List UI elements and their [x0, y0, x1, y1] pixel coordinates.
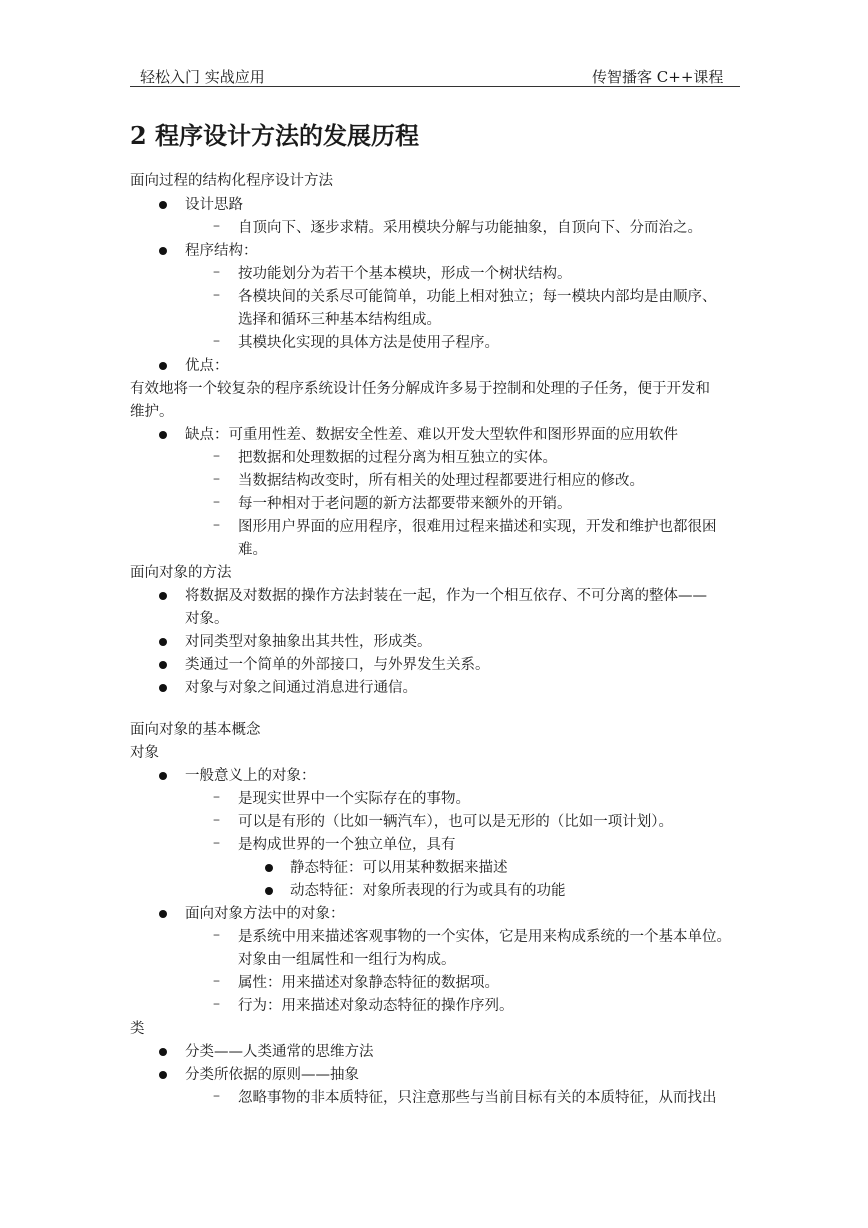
continuation-line: 对象。 — [185, 611, 229, 627]
list-item-text: 当数据结构改变时，所有相关的处理过程都要进行相应的修改。 — [238, 473, 644, 489]
list-item-text: 类通过一个简单的外部接口，与外界发生关系。 — [185, 657, 490, 673]
header-left: 轻松入门 实战应用 — [140, 68, 265, 86]
list-item-text: 属性：用来描述对象静态特征的数据项。 — [238, 975, 499, 991]
list-item-text: 可以是有形的（比如一辆汽车），也可以是无形的（比如一项计划）。 — [238, 814, 673, 830]
header-right: 传智播客 C++课程 — [592, 68, 724, 86]
paragraph-line: 面向对象的基本概念 — [130, 722, 261, 738]
bullet-icon — [159, 910, 167, 918]
continuation-line: 对象由一组属性和一组行为构成。 — [238, 952, 456, 968]
list-item-text: 优点： — [185, 358, 229, 374]
dash-marker-icon: – — [213, 287, 220, 303]
list-item-text: 对象与对象之间通过消息进行通信。 — [185, 680, 417, 696]
list-item-text: 分类所依据的原则——抽象 — [185, 1067, 359, 1083]
list-item-text: 一般意义上的对象： — [185, 768, 316, 784]
list-item-text: 缺点：可重用性差、数据安全性差、难以开发大型软件和图形界面的应用软件 — [185, 427, 678, 443]
paragraph-line: 类 — [130, 1021, 145, 1037]
paragraph-line: 面向对象的方法 — [130, 565, 232, 581]
list-item-text: 各模块间的关系尽可能简单，功能上相对独立；每一模块内部均是由顺序、 — [238, 289, 717, 305]
page-title: 2 程序设计方法的发展历程 — [130, 121, 420, 150]
dash-marker-icon: – — [213, 517, 220, 533]
list-item-text: 行为：用来描述对象动态特征的操作序列。 — [238, 998, 514, 1014]
dash-marker-icon: – — [213, 471, 220, 487]
list-item-text: 分类——人类通常的思维方法 — [185, 1044, 374, 1060]
bullet-icon — [159, 247, 167, 255]
list-item-text: 是系统中用来描述客观事物的一个实体，它是用来构成系统的一个基本单位。 — [238, 929, 731, 945]
list-item-text: 对同类型对象抽象出其共性，形成类。 — [185, 634, 432, 650]
list-item-text: 图形用户界面的应用程序，很难用过程来描述和实现，开发和维护也都很困 — [238, 519, 717, 535]
bullet-icon — [159, 1071, 167, 1079]
dash-marker-icon: – — [213, 973, 220, 989]
list-item-text: 静态特征：可以用某种数据来描述 — [290, 860, 508, 876]
paragraph-line: 维护。 — [130, 404, 174, 420]
bullet-icon — [159, 772, 167, 780]
list-item-text: 其模块化实现的具体方法是使用子程序。 — [238, 335, 499, 351]
continuation-line: 选择和循环三种基本结构组成。 — [238, 312, 441, 328]
bullet-icon — [159, 1048, 167, 1056]
dash-marker-icon: – — [213, 835, 220, 851]
bullet-icon — [159, 684, 167, 692]
dash-marker-icon: – — [213, 927, 220, 943]
list-item-text: 动态特征：对象所表现的行为或具有的功能 — [290, 883, 566, 899]
bullet-icon — [265, 864, 273, 872]
dash-marker-icon: – — [213, 789, 220, 805]
continuation-line: 难。 — [238, 542, 267, 558]
dash-marker-icon: – — [213, 218, 220, 234]
dash-marker-icon: – — [213, 333, 220, 349]
list-item-text: 将数据及对数据的操作方法封装在一起，作为一个相互依存、不可分离的整体—— — [185, 588, 707, 604]
dash-marker-icon: – — [213, 494, 220, 510]
list-item-text: 把数据和处理数据的过程分离为相互独立的实体。 — [238, 450, 557, 466]
list-item-text: 设计思路 — [185, 197, 243, 213]
dash-marker-icon: – — [213, 1088, 220, 1104]
list-item-text: 面向对象方法中的对象： — [185, 906, 345, 922]
bullet-icon — [159, 201, 167, 209]
dash-marker-icon: – — [213, 812, 220, 828]
bullet-icon — [159, 661, 167, 669]
list-item-text: 是现实世界中一个实际存在的事物。 — [238, 791, 470, 807]
paragraph-line: 对象 — [130, 745, 159, 761]
dash-marker-icon: – — [213, 264, 220, 280]
header-rule — [130, 86, 740, 87]
list-item-text: 程序结构： — [185, 243, 258, 259]
dash-marker-icon: – — [213, 996, 220, 1012]
dash-marker-icon: – — [213, 448, 220, 464]
bullet-icon — [159, 638, 167, 646]
bullet-icon — [159, 431, 167, 439]
list-item-text: 忽略事物的非本质特征，只注意那些与当前目标有关的本质特征，从而找出 — [238, 1090, 717, 1106]
bullet-icon — [265, 887, 273, 895]
list-item-text: 是构成世界的一个独立单位，具有 — [238, 837, 456, 853]
list-item-text: 自顶向下、逐步求精。采用模块分解与功能抽象，自顶向下、分而治之。 — [238, 220, 702, 236]
paragraph-line: 有效地将一个较复杂的程序系统设计任务分解成许多易于控制和处理的子任务，便于开发和 — [130, 381, 710, 397]
bullet-icon — [159, 362, 167, 370]
list-item-text: 每一种相对于老问题的新方法都要带来额外的开销。 — [238, 496, 572, 512]
list-item-text: 按功能划分为若干个基本模块，形成一个树状结构。 — [238, 266, 572, 282]
bullet-icon — [159, 592, 167, 600]
paragraph-line: 面向过程的结构化程序设计方法 — [130, 173, 333, 189]
